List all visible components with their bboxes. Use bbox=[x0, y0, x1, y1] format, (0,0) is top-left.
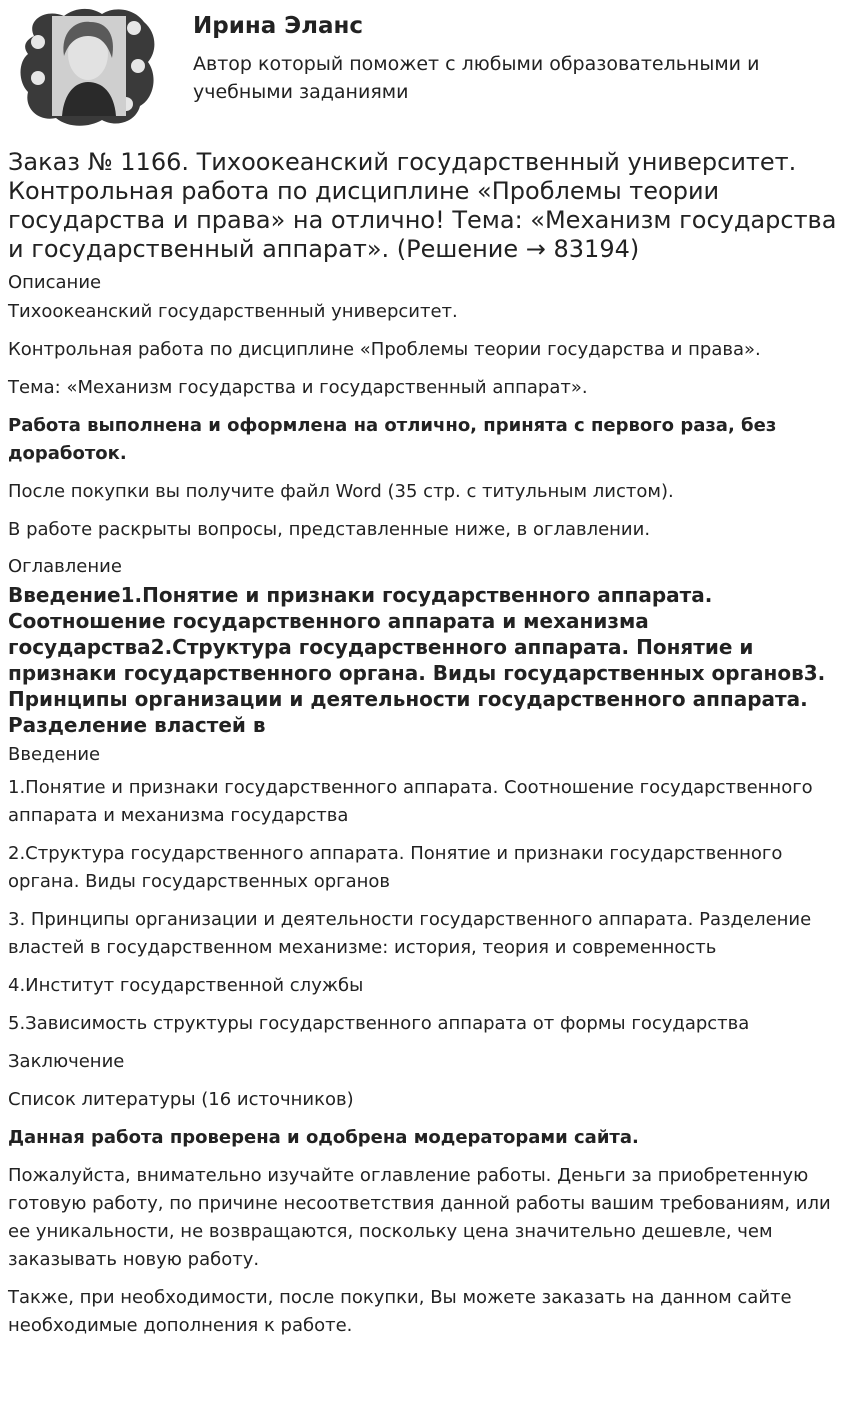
additions-notice: Также, при необходимости, после покупки, Вы можете заказать на данном сайте необходимые дополнения к работе. bbox=[8, 1287, 792, 1336]
toc-summary: Введение1.Понятие и признаки государственного аппарата. Соотношение государственного аппарата и механизма государства2.Структура государственного аппарата. Понятие и признаки государственного органа. Виды государственных органов3. Принципы организации и деятельности государственного аппарата. Разделение властей в bbox=[8, 583, 826, 737]
author-avatar[interactable] bbox=[16, 6, 158, 128]
description-paragraph: Контрольная работа по дисциплине «Проблемы теории государства и права». bbox=[8, 339, 761, 360]
description-paragraph: Работа выполнена и оформлена на отлично, принята с первого раза, без доработок. bbox=[8, 415, 777, 464]
page-title: Заказ № 1166. Тихоокеанский государственный университет. Контрольная работа по дисциплине «Проблемы теории государства и права» на отлично! Тема: «Механизм государства и государственный аппарат». (Решение → 83194) bbox=[8, 148, 837, 263]
author-name[interactable]: Ирина Эланс bbox=[193, 13, 364, 39]
description-paragraph: Тема: «Механизм государства и государственный аппарат». bbox=[8, 377, 588, 398]
description-paragraph: Тихоокеанский государственный университет. bbox=[8, 301, 458, 322]
toc-item: Список литературы (16 источников) bbox=[8, 1089, 354, 1110]
author-card bbox=[8, 0, 839, 140]
toc-list bbox=[8, 742, 839, 1340]
toc-label: Оглавление bbox=[8, 556, 122, 577]
refund-notice: Пожалуйста, внимательно изучайте оглавление работы. Деньги за приобретенную готовую работу, по причине несоответствия данной работы вашим требованиям, или ее уникальности, не возвращаются, поскольку цена значительно дешевле, чем заказывать новую работу. bbox=[8, 1165, 831, 1270]
description-paragraph: После покупки вы получите файл Word (35 стр. с титульным листом). bbox=[8, 481, 674, 502]
author-description: Автор который поможет с любыми образовательными и учебными заданиями bbox=[193, 53, 760, 103]
description-section bbox=[8, 298, 839, 544]
moderation-note: Данная работа проверена и одобрена модераторами сайта. bbox=[8, 1127, 639, 1148]
toc-item: Заключение bbox=[8, 1051, 125, 1072]
description-label: Описание bbox=[8, 272, 102, 293]
toc-item: 1.Понятие и признаки государственного аппарата. Соотношение государственного аппарата и механизма государства bbox=[8, 777, 813, 826]
toc-item: Введение bbox=[8, 744, 101, 765]
description-paragraph: В работе раскрыты вопросы, представленные ниже, в оглавлении. bbox=[8, 519, 651, 540]
toc-item: 5.Зависимость структуры государственного аппарата от формы государства bbox=[8, 1013, 750, 1034]
toc-item: 3. Принципы организации и деятельности государственного аппарата. Разделение властей в государственном механизме: история, теория и современность bbox=[8, 909, 812, 958]
toc-item: 2.Структура государственного аппарата. Понятие и признаки государственного органа. Виды государственных органов bbox=[8, 843, 783, 892]
toc-item: 4.Институт государственной службы bbox=[8, 975, 364, 996]
